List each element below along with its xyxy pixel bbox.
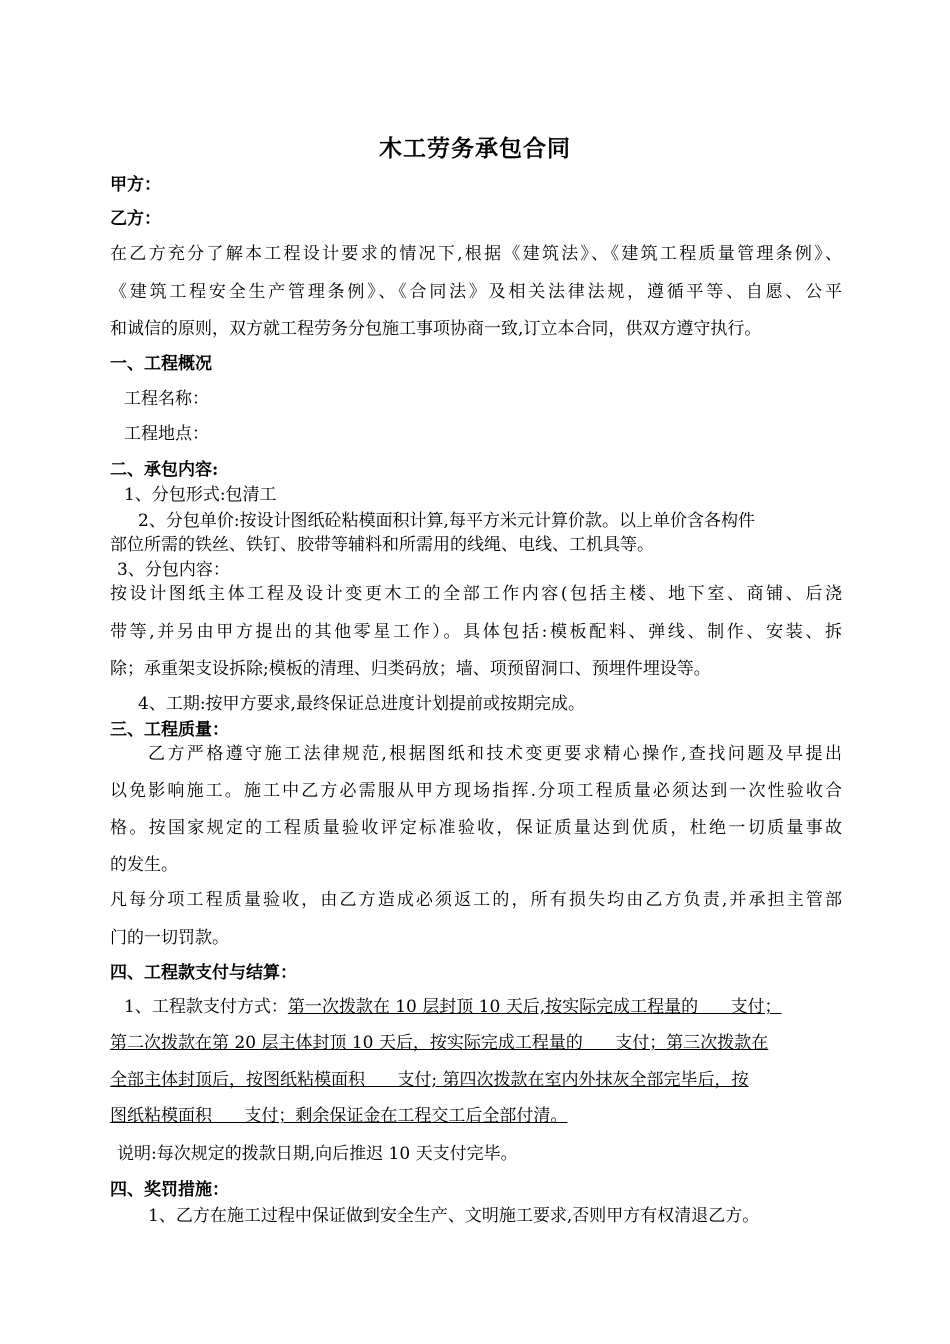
- quality-penalty-line: 门的一切罚款。: [110, 928, 229, 948]
- intro-line: 《建筑工程安全生产管理条例》、《合同法》及相关法律法规，遵循平等、自愿、公平: [110, 282, 842, 302]
- party-a-label: 甲方：: [110, 175, 161, 195]
- payment-terms: 第一次拨款在 10 层封顶 10 天后,按实际完成工程量的 支付；: [287, 997, 782, 1017]
- project-location-label: 工程地点：: [124, 424, 209, 444]
- project-name-label: 工程名称：: [124, 389, 209, 409]
- reward-penalty-item: 1、乙方在施工过程中保证做到安全生产、文明施工要求,否则甲方有权清退乙方。: [148, 1206, 760, 1226]
- section-5-heading: 四、奖罚措施：: [110, 1180, 229, 1200]
- intro-line: 在乙方充分了解本工程设计要求的情况下,根据《建筑法》、《建筑工程质量管理条例》、: [110, 244, 842, 264]
- item-unit-price-cont: 部位所需的铁丝、铁钉、胶带等辅料和所需用的线绳、电线、工机具等。: [110, 535, 654, 555]
- quality-line: 以免影响施工。施工中乙方必需服从甲方现场指挥.分项工程质量必须达到一次性验收合: [110, 781, 842, 801]
- section-3-heading: 三、工程质量：: [110, 720, 229, 740]
- quality-penalty-line: 凡每分项工程质量验收，由乙方造成必须返工的，所有损失均由乙方负责,并承担主管部: [110, 890, 842, 910]
- quality-line: 的发生。: [110, 855, 178, 875]
- content-line: 除；承重架支设拆除;模板的清理、归类码放；墙、项预留洞口、预埋件埋设等。: [110, 659, 711, 679]
- item-subcontract-content: 3、分包内容：: [117, 560, 230, 580]
- content-line: 按设计图纸主体工程及设计变更木工的全部工作内容(包括主楼、地下室、商铺、后浇: [110, 584, 842, 604]
- section-4-heading: 四、工程款支付与结算：: [110, 963, 297, 983]
- payment-terms: 全部主体封顶后，按图纸粘模面积 支付; 第四次拨款在室内外抹灰全部完毕后，按: [110, 1070, 749, 1090]
- section-1-heading: 一、工程概况: [110, 354, 212, 374]
- payment-note: 说明:每次规定的拨款日期,向后推迟 10 天支付完毕。: [117, 1144, 518, 1164]
- party-b-label: 乙方：: [110, 209, 161, 229]
- item-schedule: 4、工期:按甲方要求,最终保证总进度计划提前或按期完成。: [138, 694, 585, 714]
- document-title: 木工劳务承包合同: [379, 135, 571, 162]
- payment-terms: 图纸粘模面积 支付；剩余保证金在工程交工后全部付清。: [110, 1106, 568, 1126]
- quality-line: 格。按国家规定的工程质量验收评定标准验收，保证质量达到优质，杜绝一切质量事故: [110, 818, 842, 838]
- payment-method-label: 1、工程款支付方式：: [124, 997, 288, 1017]
- section-2-heading: 二、承包内容:: [110, 460, 219, 480]
- payment-terms: 第二次拨款在第 20 层主体封顶 10 天后，按实际完成工程量的 支付；第三次拨款在: [110, 1033, 769, 1053]
- payment-line-1: [124, 996, 842, 1018]
- item-unit-price: 2、分包单价:按设计图纸砼粘模面积计算,每平方米元计算价款。以上单价含各构件: [138, 511, 755, 531]
- item-subcontract-form: 1、分包形式:包清工: [124, 485, 277, 505]
- intro-line: 和诚信的原则，双方就工程劳务分包施工事项协商一致,订立本合同，供双方遵守执行。: [110, 319, 762, 339]
- content-line: 带等,并另由甲方提出的其他零星工作）。具体包括:模板配料、弹线、制作、安装、拆: [110, 622, 842, 642]
- quality-line: 乙方严格遵守施工法律规范,根据图纸和技术变更要求精心操作,查找问题及早提出: [148, 744, 842, 764]
